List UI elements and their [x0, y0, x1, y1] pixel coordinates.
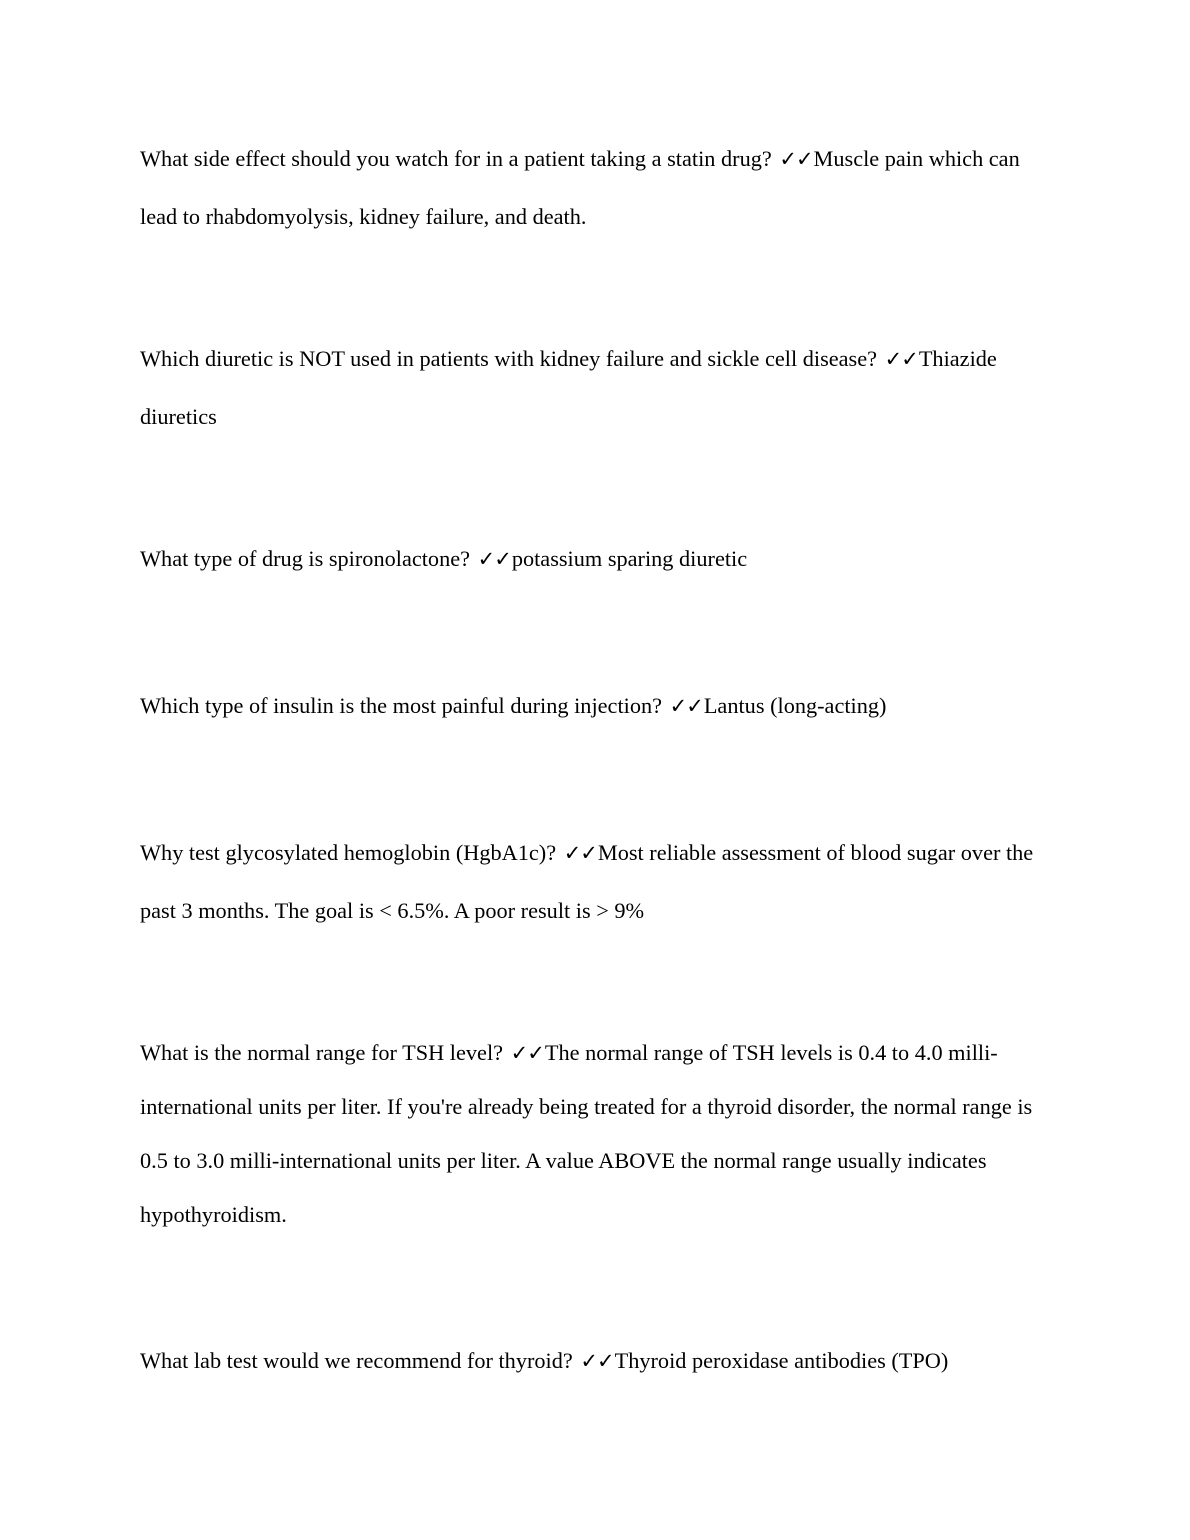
qa-item-painful-insulin [140, 677, 1050, 735]
double-check-icon: ✓✓ [477, 547, 511, 571]
double-check-icon: ✓✓ [510, 1041, 544, 1065]
question-text: What type of drug is spironolactone? [140, 546, 471, 571]
double-check-icon: ✓✓ [580, 1349, 614, 1373]
qa-item-tsh-range [140, 1026, 1050, 1242]
question-text: Why test glycosylated hemoglobin (HgbA1c)? [140, 840, 557, 865]
answer-text: Most reliable assessment of blood sugar over the past 3 months. The goal is < 6.5%. A poor result is > 9% [140, 840, 1034, 923]
answer-text: The normal range of TSH levels is 0.4 to 4.0 milli-international units per liter. If you're already being treated for a thyroid disorder, the normal range is 0.5 to 3.0 milli-international units per liter. A value ABOVE the normal range usually indicates hypothyroidism. [140, 1040, 1033, 1227]
double-check-icon: ✓✓ [669, 694, 703, 718]
question-text: Which diuretic is NOT used in patients with kidney failure and sickle cell disease? [140, 346, 878, 371]
answer-text: potassium sparing diuretic [511, 546, 748, 571]
qa-item-thyroid-lab-test [140, 1332, 1050, 1390]
qa-item-statin-side-effect [140, 130, 1050, 245]
answer-text: Thyroid peroxidase antibodies (TPO) [614, 1348, 949, 1373]
qa-item-hgba1c [140, 824, 1050, 939]
question-text: Which type of insulin is the most painful during injection? [140, 693, 663, 718]
answer-text: Muscle pain which can lead to rhabdomyolysis, kidney failure, and death. [140, 146, 1020, 229]
double-check-icon: ✓✓ [779, 147, 813, 171]
answer-text: Thiazide diuretics [140, 346, 997, 429]
question-text: What side effect should you watch for in a patient taking a statin drug? [140, 146, 772, 171]
question-text: What is the normal range for TSH level? [140, 1040, 504, 1065]
double-check-icon: ✓✓ [884, 347, 918, 371]
qa-item-diuretic-kidney-failure [140, 330, 1050, 445]
qa-item-spironolactone [140, 530, 1050, 588]
double-check-icon: ✓✓ [563, 841, 597, 865]
question-text: What lab test would we recommend for thyroid? [140, 1348, 573, 1373]
answer-text: Lantus (long-acting) [703, 693, 887, 718]
